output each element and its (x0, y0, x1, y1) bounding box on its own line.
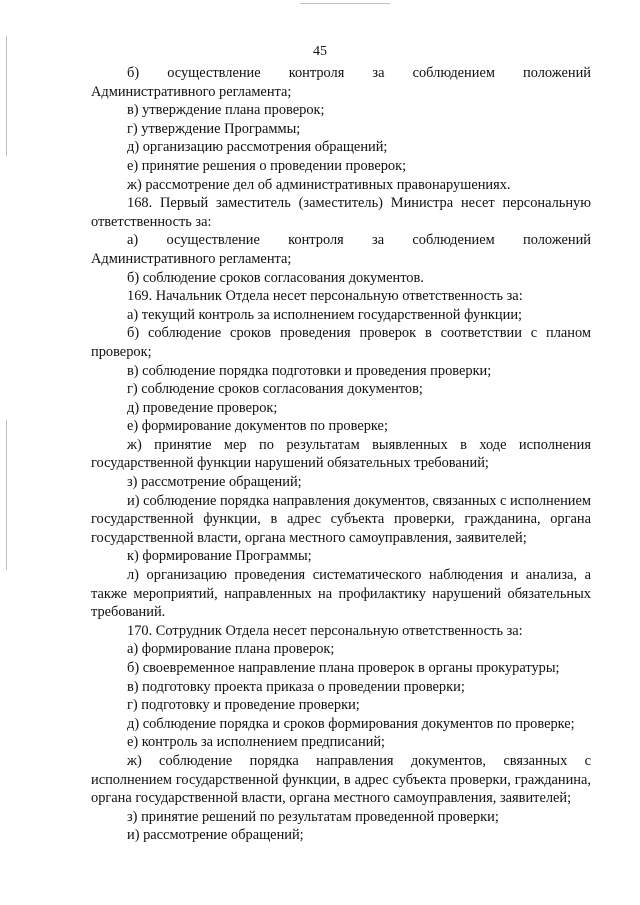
paragraph: а) текущий контроль за исполнением государственной функции; (127, 306, 523, 323)
paragraph: б) осуществление контроля за соблюдением положений (127, 65, 591, 81)
paragraph: г) подготовку и проведение проверки; (127, 697, 360, 714)
paragraph: б) соблюдение сроков согласования документов. (127, 269, 424, 286)
scan-margin-mark (6, 420, 7, 570)
paragraph: л) организацию проведения систематического наблюдения и анализа, а также мероприятий, направленных на профилактику нарушений обязательных требований. (91, 567, 591, 621)
paragraph: е) формирование документов по проверке; (127, 418, 388, 435)
paragraph: д) проведение проверок; (127, 399, 278, 416)
paragraph: к) формирование Программы; (127, 548, 312, 565)
paragraph: 168. Первый заместитель (заместитель) Министра несет персональную ответственность за: (91, 195, 591, 230)
scan-top-mark (300, 3, 390, 4)
paragraph: а) осуществление контроля за соблюдением положений (127, 232, 591, 249)
paragraph: ж) рассмотрение дел об административных правонарушениях. (127, 176, 511, 193)
paragraph: б) своевременное направление плана проверок в органы прокуратуры; (127, 660, 560, 676)
paragraph: д) организацию рассмотрения обращений; (127, 139, 388, 156)
paragraph: г) соблюдение сроков согласования документов; (127, 381, 423, 398)
paragraph: б) соблюдение сроков проведения проверок в соответствии с планом проверок; (91, 325, 591, 360)
paragraph: в) подготовку проекта приказа о проведении проверки; (127, 678, 465, 695)
paragraph: е) принятие решения о проведении проверок; (127, 157, 407, 174)
paragraph: а) формирование плана проверок; (127, 641, 335, 658)
paragraph: и) соблюдение порядка направления документов, связанных с исполнением государственной функции, в адрес субъекта проверки, гражданина, органа государственной власти, органа местного самоуправления, заявителей; (91, 492, 591, 546)
paragraph: г) утверждение Программы; (127, 120, 301, 137)
document-body (91, 64, 591, 845)
paragraph: ж) соблюдение порядка направления документов, связанных с исполнением государственной функции, в адрес субъекта проверки, гражданина, органа государственной власти, органа местного самоуправления, заявителей; (91, 752, 591, 807)
paragraph: з) принятие решений по результатам проведенной проверки; (127, 808, 499, 825)
paragraph: в) утверждение плана проверок; (127, 102, 325, 119)
paragraph: д) соблюдение порядка и сроков формирования документов по проверке; (127, 715, 575, 732)
page-number: 45 (313, 44, 327, 59)
paragraph: з) рассмотрение обращений; (127, 474, 302, 491)
paragraph: 170. Сотрудник Отдела несет персональную ответственность за: (127, 622, 523, 639)
paragraph: Административного регламента; (91, 250, 292, 267)
paragraph: 169. Начальник Отдела несет персональную ответственность за: (127, 288, 523, 305)
paragraph: Административного регламента; (91, 83, 292, 100)
paragraph: и) рассмотрение обращений; (127, 827, 304, 844)
paragraph: ж) принятие мер по результатам выявленных в ходе исполнения государственной функции нарушений обязательных требований; (91, 436, 591, 472)
paragraph: е) контроль за исполнением предписаний; (127, 734, 386, 751)
paragraph: в) соблюдение порядка подготовки и проведения проверки; (127, 362, 492, 379)
